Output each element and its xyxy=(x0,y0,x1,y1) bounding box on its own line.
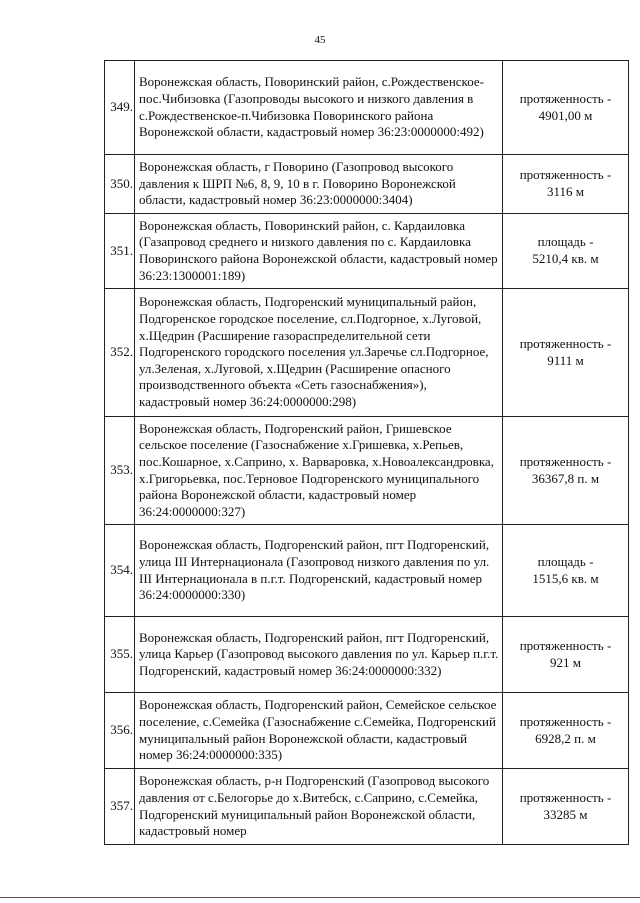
measure-value: 33285 м xyxy=(543,806,588,822)
measure-value: 9111 м xyxy=(547,352,584,368)
gas-pipeline-registry-table xyxy=(104,60,629,845)
table-row xyxy=(105,214,629,289)
table-row xyxy=(105,61,629,155)
table-row xyxy=(105,417,629,525)
measure-value: 3116 м xyxy=(547,184,584,199)
measure-label: протяженность - xyxy=(519,453,612,469)
row-number: 356. xyxy=(105,693,135,769)
measure-label: площадь - xyxy=(537,234,594,250)
table-row xyxy=(105,693,629,769)
object-measure xyxy=(503,417,629,525)
object-measure xyxy=(503,289,629,417)
table-row xyxy=(105,525,629,617)
row-number: 352. xyxy=(105,289,135,417)
object-description: Воронежская область, Подгоренский муниципальный район, Подгоренское городское поселение, сл.Подгорное, х.Луговой, х.Щедрин (Расширение газораспределительной сети Подгоренского городского поселения ул.Заречье сл.Подгорное, ул.Зеленая, х.Луговой, х.Щедрин (Расширение опасного производственного объекта «Сеть газоснабжения»), кадастровый номер 36:24:0000000:298) xyxy=(135,289,503,417)
measure-value: 921 м xyxy=(550,654,581,670)
row-number: 353. xyxy=(105,417,135,525)
measure-label: протяженность - xyxy=(519,90,612,106)
page-number: 45 xyxy=(314,34,326,46)
table-row xyxy=(105,289,629,417)
measure-value: 6928,2 п. м xyxy=(535,730,596,746)
object-description: Воронежская область, р-н Подгоренский (Газопровод высокого давления от с.Белогорье до х.Витебск, с.Саприно, с.Семейка, Подгоренский муниципальный район Воронежской области, кадастровый номер xyxy=(135,769,503,845)
object-measure xyxy=(503,525,629,617)
row-number: 354. xyxy=(105,525,135,617)
measure-label: площадь - xyxy=(537,553,594,569)
measure-value: 36367,8 п. м xyxy=(531,470,600,486)
row-number: 351. xyxy=(105,214,135,289)
object-description: Воронежская область, г Поворино (Газопровод высокого давления к ШРП №6, 8, 9, 10 в г. Поворино Воронежской области, кадастровый номер 36:23:0000000:3404) xyxy=(135,155,503,214)
object-description: Воронежская область, Подгоренский район, Гришевское сельское поселение (Газоснабжение х.Гришевка, х.Репьев, пос.Кошарное, х.Саприно, х. Варваровка, х.Новоалександровка, х.Григорьевка, пос.Терновое Подгоренского муниципального района Воронежской области, кадастровый номер 36:24:0000000:327) xyxy=(135,417,503,525)
object-measure xyxy=(503,617,629,693)
object-description: Воронежская область, Подгоренский район, пгт Подгоренский, улица III Интернационала (Газопровод низкого давления по ул. III Интернационала в п.г.т. Подгоренский, кадастровый номер 36:24:0000000:330) xyxy=(135,525,503,617)
object-measure xyxy=(503,61,629,155)
table-row xyxy=(105,769,629,845)
object-measure xyxy=(503,155,629,214)
page-bottom-divider xyxy=(0,897,640,898)
measure-label: протяженность - xyxy=(519,167,612,183)
object-description: Воронежская область, Подгоренский район, пгт Подгоренский, улица Карьер (Газопровод высокого давления по ул. Карьер п.г.т. Подгоренский, кадастровый номер 36:24:0000000:332) xyxy=(135,617,503,693)
object-description: Воронежская область, Поворинский район, с. Кардаиловка (Газапровод среднего и низкого давления по с. Кардаиловка Поворинского района Воронежской области, кадастровый номер 36:23:1300001:189) xyxy=(135,214,503,289)
table-row xyxy=(105,617,629,693)
object-measure xyxy=(503,214,629,289)
measure-value: 1515,6 кв. м xyxy=(532,570,599,586)
measure-value: 5210,4 кв. м xyxy=(532,251,599,266)
object-measure xyxy=(503,769,629,845)
measure-label: протяженность - xyxy=(519,637,612,653)
object-description: Воронежская область, Поворинский район, с.Рождественское-пос.Чибизовка (Газопроводы высокого и низкого давления в с.Рождественское-п.Чибизовка Поворинского района Воронежской области, кадастровый номер 36:23:0000000:492) xyxy=(135,61,503,155)
table-row xyxy=(105,155,629,214)
object-description: Воронежская область, Подгоренский район, Семейское сельское поселение, с.Семейка (Газоснабжение с.Семейка, Подгоренский муниципальный район Воронежской области, кадастровый номер 36:24:0000000:335) xyxy=(135,693,503,769)
row-number: 349. xyxy=(105,61,135,155)
measure-label: протяженность - xyxy=(519,335,612,351)
row-number: 355. xyxy=(105,617,135,693)
measure-label: протяженность - xyxy=(519,713,612,729)
row-number: 350. xyxy=(105,155,135,214)
row-number: 357. xyxy=(105,769,135,845)
measure-label: протяженность - xyxy=(519,789,612,805)
measure-value: 4901,00 м xyxy=(538,107,593,123)
object-measure xyxy=(503,693,629,769)
